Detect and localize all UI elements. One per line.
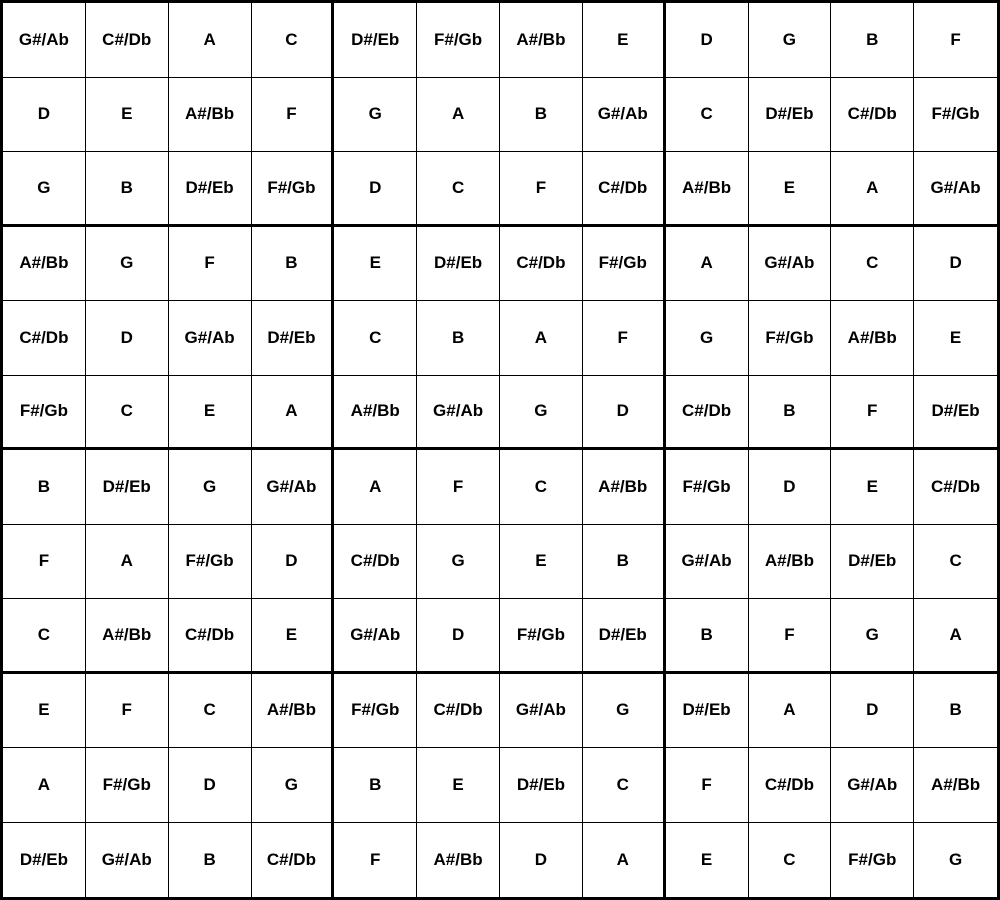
grid-cell: A#/Bb: [86, 599, 169, 674]
grid-cell: D#/Eb: [583, 599, 666, 674]
grid-cell: A#/Bb: [583, 450, 666, 525]
grid-cell: F#/Gb: [252, 152, 335, 227]
grid-cell: C: [749, 823, 832, 898]
grid-cell: G#/Ab: [417, 376, 500, 451]
grid-cell: E: [914, 301, 997, 376]
grid-cell: B: [252, 227, 335, 302]
grid-cell: G#/Ab: [666, 525, 749, 600]
grid-cell: G: [500, 376, 583, 451]
grid-cell: C: [169, 674, 252, 749]
grid-cell: A: [334, 450, 417, 525]
grid-cell: C#/Db: [169, 599, 252, 674]
grid-cell: A: [749, 674, 832, 749]
grid-cell: G: [3, 152, 86, 227]
grid-cell: B: [169, 823, 252, 898]
grid-cell: A#/Bb: [831, 301, 914, 376]
grid-cell: G: [666, 301, 749, 376]
grid-cell: D: [417, 599, 500, 674]
grid-cell: D: [334, 152, 417, 227]
grid-cell: D: [169, 748, 252, 823]
grid-cell: A: [583, 823, 666, 898]
grid-cell: C#/Db: [417, 674, 500, 749]
grid-cell: E: [831, 450, 914, 525]
grid-cell: F: [86, 674, 169, 749]
grid-cell: C#/Db: [914, 450, 997, 525]
grid-cell: E: [169, 376, 252, 451]
grid-cell: F: [334, 823, 417, 898]
grid-cell: G#/Ab: [169, 301, 252, 376]
grid-cell: D#/Eb: [749, 78, 832, 153]
grid-cell: F#/Gb: [3, 376, 86, 451]
grid-cell: B: [914, 674, 997, 749]
grid-cell: F: [583, 301, 666, 376]
grid-cell: B: [583, 525, 666, 600]
grid-cell: B: [500, 78, 583, 153]
grid-cell: D#/Eb: [86, 450, 169, 525]
grid-cell: A#/Bb: [914, 748, 997, 823]
grid-cell: C: [583, 748, 666, 823]
grid-cell: D: [3, 78, 86, 153]
grid-cell: D#/Eb: [666, 674, 749, 749]
grid-cell: D#/Eb: [914, 376, 997, 451]
grid-cell: B: [417, 301, 500, 376]
grid-cell: C#/Db: [3, 301, 86, 376]
grid-cell: C: [831, 227, 914, 302]
grid-cell: D#/Eb: [417, 227, 500, 302]
grid-cell: G: [914, 823, 997, 898]
grid-cell: A#/Bb: [3, 227, 86, 302]
grid-cell: D#/Eb: [3, 823, 86, 898]
grid-cell: C#/Db: [252, 823, 335, 898]
grid-cell: F#/Gb: [169, 525, 252, 600]
grid-cell: G: [86, 227, 169, 302]
grid-cell: C#/Db: [500, 227, 583, 302]
grid-cell: C#/Db: [583, 152, 666, 227]
grid-cell: D: [86, 301, 169, 376]
grid-cell: F: [831, 376, 914, 451]
grid-cell: F#/Gb: [500, 599, 583, 674]
grid-cell: F#/Gb: [666, 450, 749, 525]
grid-cell: D#/Eb: [252, 301, 335, 376]
grid-cell: G#/Ab: [500, 674, 583, 749]
grid-cell: B: [3, 450, 86, 525]
grid-cell: F: [666, 748, 749, 823]
grid-cell: A#/Bb: [334, 376, 417, 451]
grid-cell: C: [3, 599, 86, 674]
grid-cell: G#/Ab: [86, 823, 169, 898]
grid-cell: E: [3, 674, 86, 749]
grid-cell: D#/Eb: [831, 525, 914, 600]
grid-cell: G: [583, 674, 666, 749]
grid-cell: C: [914, 525, 997, 600]
grid-cell: G: [749, 3, 832, 78]
grid-cell: C: [500, 450, 583, 525]
grid-cell: A#/Bb: [252, 674, 335, 749]
grid-cell: F: [169, 227, 252, 302]
grid-cell: C#/Db: [749, 748, 832, 823]
grid-cell: A: [500, 301, 583, 376]
grid-cell: G#/Ab: [252, 450, 335, 525]
grid-cell: A: [417, 78, 500, 153]
grid-cell: C: [252, 3, 335, 78]
grid-cell: A: [3, 748, 86, 823]
grid-cell: F#/Gb: [914, 78, 997, 153]
grid-cell: F#/Gb: [334, 674, 417, 749]
grid-cell: G#/Ab: [334, 599, 417, 674]
grid-cell: C#/Db: [334, 525, 417, 600]
grid-cell: B: [749, 376, 832, 451]
grid-cell: F#/Gb: [831, 823, 914, 898]
grid-cell: G#/Ab: [3, 3, 86, 78]
grid-cell: B: [831, 3, 914, 78]
grid-cell: G: [417, 525, 500, 600]
grid-cell: F: [252, 78, 335, 153]
grid-cell: C: [666, 78, 749, 153]
grid-cell: G: [169, 450, 252, 525]
grid-cell: D: [831, 674, 914, 749]
grid-cell: D: [749, 450, 832, 525]
grid-cell: F#/Gb: [583, 227, 666, 302]
grid-cell: G#/Ab: [749, 227, 832, 302]
grid-cell: B: [334, 748, 417, 823]
grid-cell: G#/Ab: [831, 748, 914, 823]
grid-cell: A: [914, 599, 997, 674]
grid-cell: E: [86, 78, 169, 153]
grid-cell: B: [86, 152, 169, 227]
grid-cell: A: [666, 227, 749, 302]
grid-cell: E: [500, 525, 583, 600]
grid-cell: D#/Eb: [500, 748, 583, 823]
grid-cell: E: [417, 748, 500, 823]
grid-cell: D: [500, 823, 583, 898]
grid-cell: E: [583, 3, 666, 78]
grid-cell: A: [169, 3, 252, 78]
grid-cell: G: [252, 748, 335, 823]
grid-cell: D: [666, 3, 749, 78]
grid-cell: A#/Bb: [500, 3, 583, 78]
grid-cell: F: [417, 450, 500, 525]
grid-cell: B: [666, 599, 749, 674]
grid-cell: F: [3, 525, 86, 600]
grid-cell: D#/Eb: [169, 152, 252, 227]
grid-cell: E: [334, 227, 417, 302]
grid-cell: F: [749, 599, 832, 674]
grid-cell: E: [252, 599, 335, 674]
grid-cell: A: [831, 152, 914, 227]
grid-cell: F#/Gb: [417, 3, 500, 78]
grid-cell: C#/Db: [831, 78, 914, 153]
grid-cell: E: [666, 823, 749, 898]
grid-cell: D: [252, 525, 335, 600]
grid-cell: C#/Db: [86, 3, 169, 78]
grid-cell: A#/Bb: [666, 152, 749, 227]
grid-cell: E: [749, 152, 832, 227]
grid-cell: C: [334, 301, 417, 376]
grid-cell: D#/Eb: [334, 3, 417, 78]
grid-cell: C: [417, 152, 500, 227]
grid-cell: A#/Bb: [169, 78, 252, 153]
grid-cell: C#/Db: [666, 376, 749, 451]
grid-cell: G#/Ab: [583, 78, 666, 153]
grid-cell: G: [831, 599, 914, 674]
grid-cell: A#/Bb: [749, 525, 832, 600]
grid-cell: A#/Bb: [417, 823, 500, 898]
grid-cell: D: [914, 227, 997, 302]
grid-cell: C: [86, 376, 169, 451]
grid-cell: F: [500, 152, 583, 227]
grid-cell: G: [334, 78, 417, 153]
grid-cell: G#/Ab: [914, 152, 997, 227]
grid-cell: A: [252, 376, 335, 451]
grid-cell: F#/Gb: [749, 301, 832, 376]
grid-cell: F: [914, 3, 997, 78]
grid-cell: F#/Gb: [86, 748, 169, 823]
grid-cell: D: [583, 376, 666, 451]
grid-cell: A: [86, 525, 169, 600]
